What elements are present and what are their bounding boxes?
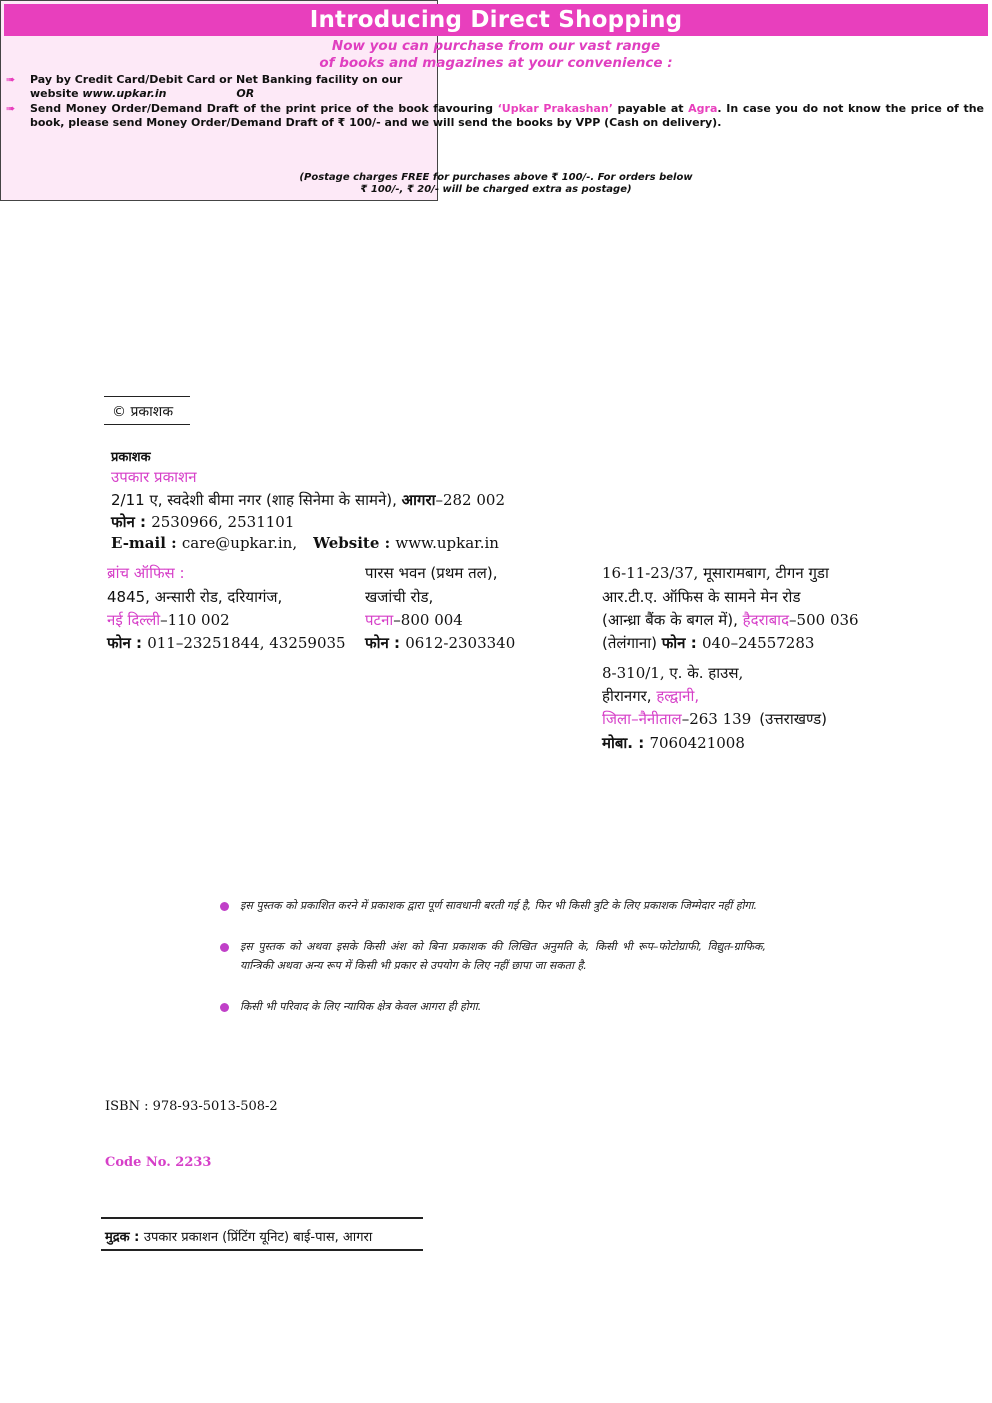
hyderabad-city-line bbox=[602, 610, 859, 630]
publisher-label: प्रकाशक bbox=[111, 450, 151, 465]
haldwani-pin: –263 139 bbox=[681, 710, 752, 728]
ad-bullet2-text-b: payable at bbox=[612, 102, 689, 115]
arrow-bullet-icon: ➠ bbox=[6, 73, 16, 86]
ad-bullet-money-order bbox=[6, 102, 984, 129]
haldwani-state: (उत्तराखण्ड) bbox=[759, 710, 827, 728]
publisher-phone-number: 2530966, 2531101 bbox=[151, 513, 295, 531]
haldwani-address-line1: 8-310/1, ए. के. हाउस, bbox=[602, 664, 744, 682]
ad-favour-name: ‘Upkar Prakashan’ bbox=[497, 102, 613, 115]
isbn: ISBN : 978-93-5013-508-2 bbox=[105, 1099, 278, 1114]
delhi-phone bbox=[107, 633, 346, 653]
haldwani-area: हीरानगर, bbox=[602, 687, 657, 705]
delhi-phone-label: फोन : bbox=[107, 634, 148, 652]
ad-bullet1-line1: Pay by Credit Card/Debit Card or Net Banking facility on our bbox=[30, 73, 403, 86]
printer-top-rule bbox=[101, 1217, 423, 1219]
copyright-text: © प्रकाशक bbox=[112, 404, 174, 420]
patna-phone bbox=[365, 633, 515, 653]
publisher-pin: –282 002 bbox=[435, 491, 505, 509]
delhi-city: नई दिल्ली bbox=[107, 611, 161, 629]
delhi-city-line bbox=[107, 610, 230, 630]
hyderabad-address-line1: 16-11-23/37, मूसारामबाग, टीगन गुडा bbox=[602, 564, 829, 582]
bullet-icon bbox=[220, 1003, 229, 1012]
haldwani-district-line bbox=[602, 709, 827, 729]
patna-city: पटना bbox=[365, 611, 394, 629]
email-label: E-mail : bbox=[111, 534, 182, 552]
website-link[interactable]: www.upkar.in bbox=[395, 534, 499, 552]
patna-address-line2: खजांची रोड, bbox=[365, 588, 434, 606]
printer-line bbox=[105, 1227, 372, 1245]
ad-bullet2-text-c: . In case you do not know the price of the book, please send Money Order/Demand Draft of ₹ 100/- and we will send the books by VPP (Cash on delivery). bbox=[30, 102, 984, 129]
hyderabad-state: (तेलंगाना) bbox=[602, 634, 662, 652]
patna-phone-number: 0612-2303340 bbox=[405, 634, 516, 652]
publisher-phone-label: फोन : bbox=[111, 513, 152, 531]
delhi-phone-number: 011–23251844, 43259035 bbox=[147, 634, 346, 652]
hyderabad-address-line2: आर.टी.ए. ऑफिस के सामने मेन रोड bbox=[602, 588, 801, 606]
hyderabad-phone-label: फोन : bbox=[661, 634, 702, 652]
patna-address-line1: पारस भवन (प्रथम तल), bbox=[365, 564, 498, 582]
note-item: इस पुस्तक को प्रकाशित करने में प्रकाशक द्वारा पूर्ण सावधानी बरती गई है, फिर भी किसी त्रुटि के लिए प्रकाशक जिम्मेदार नहीं होगा. bbox=[240, 899, 757, 912]
ad-bullet2-text-a: Send Money Order/Demand Draft of the print price of the book favouring bbox=[30, 102, 498, 115]
ad-postage-note bbox=[8, 172, 984, 196]
patna-pin: –800 004 bbox=[393, 611, 463, 629]
hyderabad-landmark: (आन्ध्रा बैंक के बगल में), bbox=[602, 611, 743, 629]
patna-phone-label: फोन : bbox=[365, 634, 406, 652]
copyright-top-rule bbox=[104, 396, 190, 397]
publisher-address bbox=[111, 490, 505, 510]
bullet-icon bbox=[220, 943, 229, 952]
publisher-city: आगरा bbox=[401, 491, 436, 509]
ad-agra-text: Agra bbox=[688, 102, 718, 115]
publisher-name: उपकार प्रकाशन bbox=[111, 468, 197, 486]
ad-subtitle-line1: Now you can purchase from our vast range bbox=[331, 38, 661, 54]
printer-text: उपकार प्रकाशन (प्रिंटिंग यूनिट) बाई-पास, आगरा bbox=[143, 1230, 373, 1245]
ad-bullet-payment bbox=[6, 73, 984, 100]
haldwani-mobile-label: मोबा. : bbox=[602, 734, 650, 752]
branch-offices-label: ब्रांच ऑफिस : bbox=[107, 564, 185, 582]
note-item: किसी भी परिवाद के लिए न्यायिक क्षेत्र केवल आगरा ही होगा. bbox=[240, 1000, 482, 1013]
haldwani-mobile-number: 7060421008 bbox=[649, 734, 745, 752]
website-label: Website : bbox=[313, 534, 396, 552]
publisher-contact bbox=[111, 534, 499, 552]
bullet-icon bbox=[220, 902, 229, 911]
haldwani-city-line bbox=[602, 686, 699, 706]
patna-city-line bbox=[365, 610, 463, 630]
printer-label: मुद्रक : bbox=[105, 1230, 144, 1245]
note-item: इस पुस्तक को अथवा इसके किसी अंश को बिना प्रकाशक की लिखित अनुमति के, किसी भी रूप–फोटोग्राफी, विद्युत-ग्राफिक, यान्त्रिकी अथवा अन्य रूप में किसी भी प्रकार से उपयोग के लिए नहीं छापा जा सकता है. bbox=[240, 940, 766, 972]
ad-note-line1: (Postage charges FREE for purchases above ₹ 100/-. For orders below bbox=[299, 172, 693, 183]
printer-bottom-rule bbox=[101, 1249, 423, 1251]
publisher-phone bbox=[111, 512, 294, 532]
ad-title: Introducing Direct Shopping bbox=[4, 4, 988, 36]
ad-note-line2: ₹ 100/-, ₹ 20/- will be charged extra as postage) bbox=[360, 184, 632, 195]
hyderabad-phone bbox=[602, 633, 814, 653]
ad-bullet1-website-label: website bbox=[30, 86, 83, 100]
ad-or-text: OR bbox=[236, 86, 255, 100]
haldwani-city: हल्द्वानी, bbox=[656, 687, 700, 705]
email-link[interactable]: care@upkar.in, bbox=[181, 534, 298, 552]
publisher-address-text: 2/11 ए, स्वदेशी बीमा नगर (शाह सिनेमा के सामने), bbox=[111, 491, 402, 509]
hyderabad-pin: –500 036 bbox=[789, 611, 859, 629]
ad-website-link[interactable]: www.upkar.in bbox=[82, 86, 167, 100]
direct-shopping-ad bbox=[0, 0, 984, 201]
arrow-bullet-icon: ➠ bbox=[6, 102, 16, 115]
haldwani-district: जिला–नैनीताल bbox=[602, 710, 682, 728]
copyright-bottom-rule bbox=[104, 424, 190, 425]
code-number: Code No. 2233 bbox=[105, 1155, 212, 1170]
ad-subtitle-line2: of books and magazines at your convenience : bbox=[319, 55, 673, 71]
delhi-pin: –110 002 bbox=[160, 611, 230, 629]
hyderabad-phone-number: 040–24557283 bbox=[701, 634, 815, 652]
delhi-address: 4845, अन्सारी रोड, दरियागंज, bbox=[107, 588, 283, 606]
haldwani-mobile bbox=[602, 733, 745, 753]
hyderabad-city: हैदराबाद bbox=[742, 611, 790, 629]
